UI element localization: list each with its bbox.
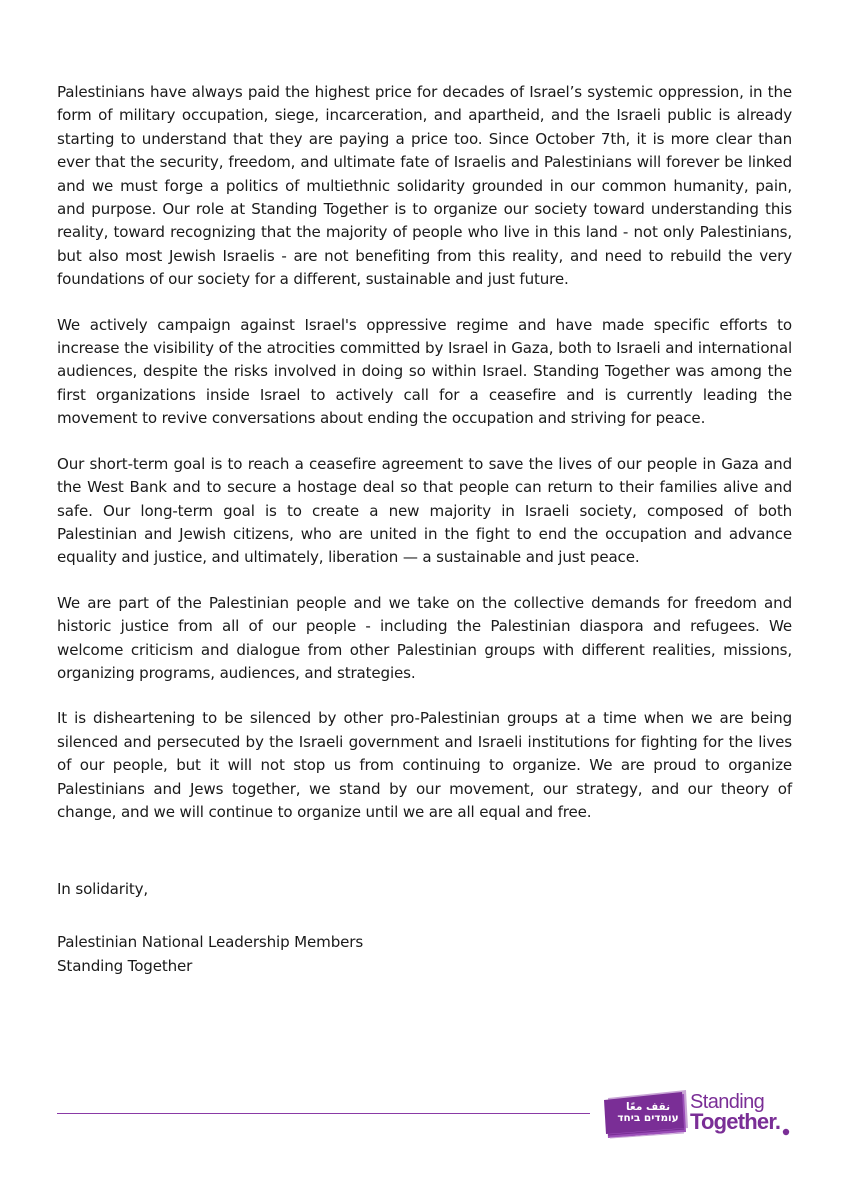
signatory-line-1: Palestinian National Leadership Members xyxy=(57,933,364,952)
paragraph-3: Our short-term goal is to reach a ceasefire agreement to save the lives of our people in Gaza and the West Bank and to secure a hostage deal so that people can return to their families alive and safe. Our long-term goal is to create a new majority in Israeli society, composed of both Palestinian and Jewish citizens, who are united in the fight to end the occupation and advance equality and justice, and ultimately, liberation — a sustainable and just peace. xyxy=(57,454,792,567)
signatory-line-2: Standing Together xyxy=(57,956,193,975)
logo-arabic-text: نقف معًا xyxy=(625,1101,671,1113)
paragraph-5: It is disheartening to be silenced by other pro-Palestinian groups at a time when we are being silenced and persecuted by the Israeli government and Israeli institutions for fighting for the lives of our people, but it will not stop us from continuing to organize. We are proud to organize Palestinians and Jews together, we stand by our movement, our strategy, and our theory of change, and we will continue to organize until we are all equal and free. xyxy=(57,709,792,821)
paragraph-1: Palestinians have always paid the highest price for decades of Israel’s systemic oppression, in the form of military occupation, siege, incarceration, and apartheid, and the Israeli public is already starting to understand that they are paying a price too. Since October 7th, it is more clear than ever that the security, freedom, and ultimate fate of Israelis and Palestinians will forever be linked and we must forge a politics of multiethnic solidarity grounded in our common humanity, pain, and purpose. Our role at Standing Together is to organize our society toward understanding this reality, toward recognizing that the majority of people who live in this land - not only Palestinians, but also most Jewish Israelis - are not benefiting from this reality, and need to rebuild the very foundations of our society for a different, sustainable and just future. xyxy=(57,83,792,289)
letter-closing xyxy=(57,878,657,978)
logo-native-script xyxy=(610,1102,686,1124)
paragraph-2: We actively campaign against Israel's oppressive regime and have made specific efforts to increase the visibility of the atrocities committed by Israel in Gaza, both to Israeli and international audiences, despite the risks involved in doing so within Israel. Standing Together was among the first organizations inside Israel to actively call for a ceasefire and is currently leading the movement to revive conversations about ending the occupation and striving for peace. xyxy=(57,315,792,428)
paragraph-4: We are part of the Palestinian people and we take on the collective demands for freedom and historic justice from all of our people - including the Palestinian diaspora and refugees. We welcome criticism and dialogue from other Palestinian groups with different realities, missions, organizing programs, audiences, and strategies. xyxy=(57,593,792,682)
footer-divider xyxy=(57,1113,590,1114)
logo-wordmark xyxy=(690,1092,780,1133)
logo-hebrew-text: עומדים ביחד xyxy=(617,1112,679,1125)
logo-word-standing: Standing xyxy=(690,1091,765,1113)
logo-word-together: Together. xyxy=(690,1109,781,1134)
standing-together-logo xyxy=(604,1088,796,1140)
salutation: In solidarity, xyxy=(57,880,149,898)
letter-body xyxy=(57,81,792,846)
